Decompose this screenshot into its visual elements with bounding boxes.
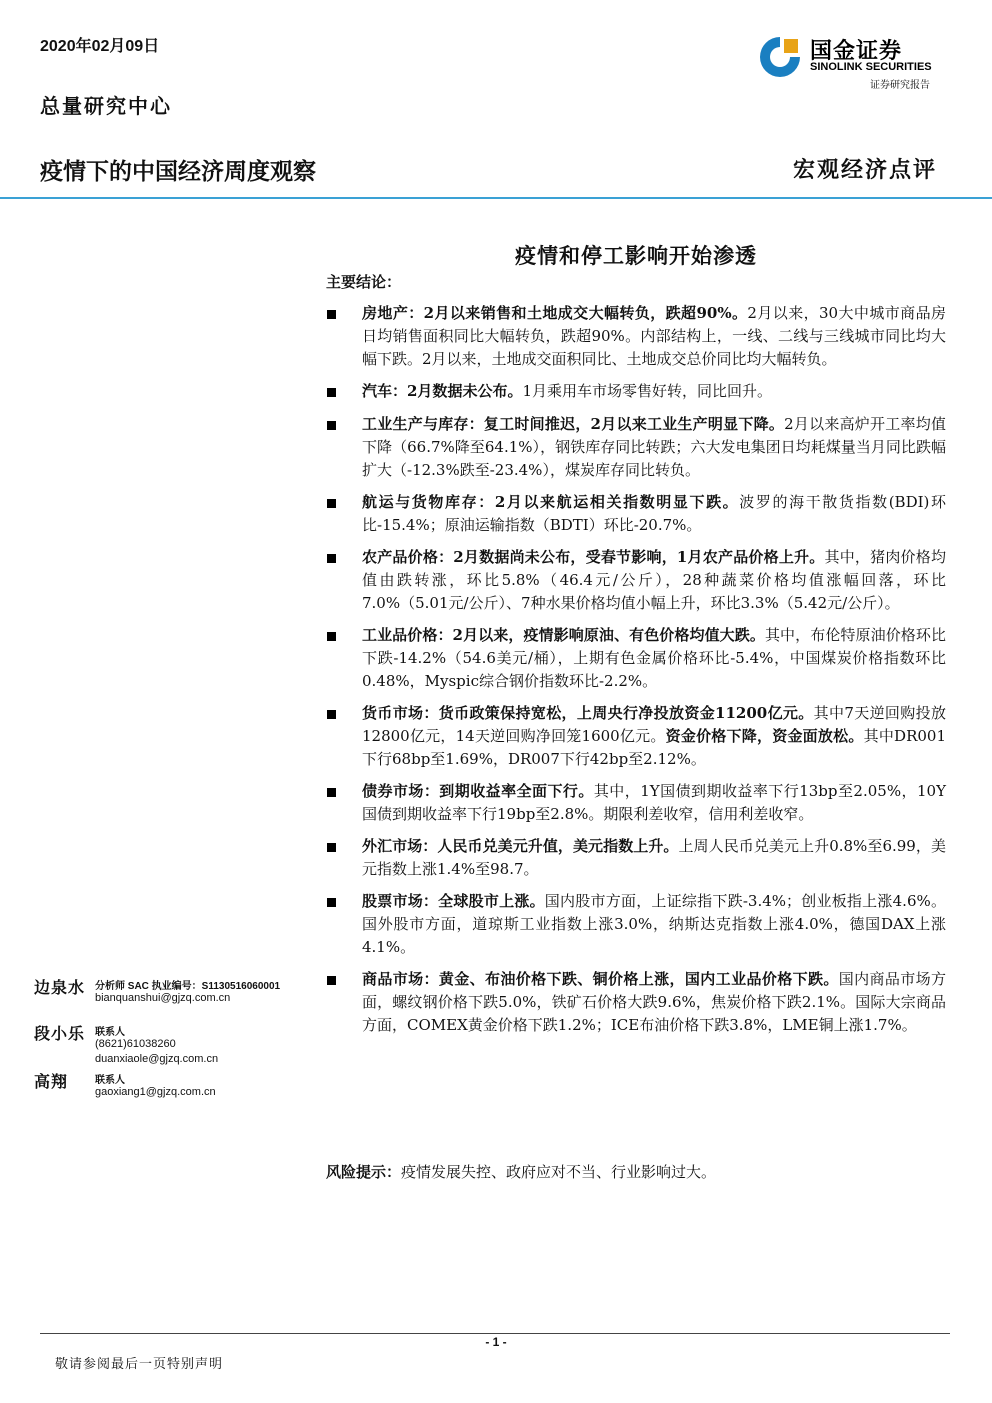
item-body: 1月乘用车市场零售好转，同比回升。 xyxy=(522,382,772,400)
conclusion-item-agriculture xyxy=(326,546,946,615)
item-lead: 外汇市场：人民币兑美元升值，美元指数上升。 xyxy=(362,837,679,855)
bullet-square-icon xyxy=(327,499,336,508)
item-body-2: 其中DR001下行68bp至1.69%，DR007下行42bp至2.12%。 xyxy=(362,727,946,768)
item-body: 国内商品市场方面，螺纹钢价格下跌5.0%，铁矿石价格大跌9.6%，焦炭价格下跌2.1%。国际大宗商品方面，COMEX黄金价格下跌1.2%；ICE布油价格下跌3.8%，LME铜上涨1.7%。 xyxy=(362,970,946,1034)
risk-text: 疫情发展失控、政府应对不当、行业影响过大。 xyxy=(401,1163,717,1181)
analyst-name: 高翔 xyxy=(34,1072,69,1091)
bullet-square-icon xyxy=(327,421,336,430)
bullet-square-icon xyxy=(327,976,336,985)
analyst-name: 段小乐 xyxy=(34,1024,86,1043)
item-lead: 房地产：2月以来销售和土地成交大幅转负，跌超90%。 xyxy=(362,304,748,322)
logo-subtitle: 证券研究报告 xyxy=(870,80,930,91)
conclusion-item-fx-market xyxy=(326,835,946,881)
item-lead: 工业品价格：2月以来，疫情影响原油、有色价格均值大跌。 xyxy=(362,626,765,644)
analyst-name: 边泉水 xyxy=(34,978,86,997)
item-lead-2: 资金价格下降，资金面放松。 xyxy=(665,727,864,745)
item-body: 国内股市方面，上证综指下跌-3.4%；创业板指上涨4.6%。国外股市方面，道琼斯工业指数上涨3.0%，纳斯达克指数上涨4.0%，德国DAX上涨4.1%。 xyxy=(362,892,946,956)
item-lead: 工业生产与库存：复工时间推迟，2月以来工业生产明显下降。 xyxy=(362,415,785,433)
item-lead: 货币市场：货币政策保持宽松，上周央行净投放资金11200亿元。 xyxy=(362,704,814,722)
analyst-role: 联系人 xyxy=(95,1075,125,1086)
item-body: 2月以来高炉开工率均值下降（66.7%降至64.1%），钢铁库存同比转跌；六大发电集团日均耗煤量当月同比跌幅扩大（-12.3%跌至-23.4%），煤炭库存同比转负。 xyxy=(362,415,946,479)
item-lead: 商品市场：黄金、布油价格下跌、铜价格上涨，国内工业品价格下跌。 xyxy=(362,970,839,988)
series-title: 疫情下的中国经济周度观察 xyxy=(40,158,316,184)
footer-divider xyxy=(40,1333,950,1334)
logo-name-cn: 国金证券 xyxy=(810,38,903,63)
sinolink-logo-icon xyxy=(757,34,803,80)
bullet-square-icon xyxy=(327,710,336,719)
risk-warning xyxy=(326,1161,946,1184)
item-lead: 债券市场：到期收益率全面下行。 xyxy=(362,782,594,800)
logo-name-en: SINOLINK SECURITIES xyxy=(810,61,932,73)
item-body: 2月以来，30大中城市商品房日均销售面积同比大幅转负，跌超90%。内部结构上，一线、二线与三线城市同比均大幅下跌。2月以来，土地成交面积同比、土地成交总价同比均大幅转负。 xyxy=(362,304,946,368)
risk-label: 风险提示： xyxy=(326,1163,402,1181)
bullet-square-icon xyxy=(327,632,336,641)
report-type: 宏观经济点评 xyxy=(792,157,937,183)
item-lead: 汽车：2月数据未公布。 xyxy=(362,382,523,400)
analyst-role: 联系人 xyxy=(95,1027,125,1038)
conclusion-item-industrial-prices xyxy=(326,624,946,693)
item-body: 上周人民币兑美元上升0.8%至6.99，美元指数上涨1.4%至98.7。 xyxy=(362,837,946,878)
conclusion-list xyxy=(326,302,946,1037)
page-number: - 1 - xyxy=(485,1335,507,1349)
analyst-card xyxy=(34,1069,304,1105)
analyst-phone: (8621)61038260 xyxy=(95,1038,176,1050)
item-lead: 股票市场：全球股市上涨。 xyxy=(362,892,545,910)
analyst-email: duanxiaole@gjzq.com.cn xyxy=(95,1053,219,1065)
conclusion-item-auto xyxy=(326,380,946,403)
item-body: 其中，猪肉价格均值由跌转涨，环比5.8%（46.4元/公斤），28种蔬菜价格均值涨幅回落，环比7.0%（5.01元/公斤）、7种水果价格均值小幅上升，环比3.3%（5.42元/公斤）。 xyxy=(362,548,946,612)
bullet-square-icon xyxy=(327,554,336,563)
item-body: 其中7天逆回购投放12800亿元，14天逆回购净回笼1600亿元。 xyxy=(362,704,946,745)
bullet-square-icon xyxy=(327,898,336,907)
item-body: 波罗的海干散货指数(BDI)环比-15.4%；原油运输指数（BDTI）环比-20.7%。 xyxy=(362,493,946,534)
analyst-email: gaoxiang1@gjzq.com.cn xyxy=(95,1086,216,1098)
conclusion-item-money-market xyxy=(326,702,946,771)
conclusion-item-stock-market xyxy=(326,890,946,959)
item-body: 其中，布伦特原油价格环比下跌-14.2%（54.6美元/桶），上期有色金属价格环比-5.4%，中国煤炭价格指数环比0.48%，Myspic综合钢价指数环比-2.2%。 xyxy=(362,626,946,690)
bullet-square-icon xyxy=(327,388,336,397)
conclusion-item-shipping xyxy=(326,491,946,537)
report-date: 2020年02月09日 xyxy=(40,38,160,55)
analyst-email: bianquanshui@gjzq.com.cn xyxy=(95,992,231,1004)
item-lead: 航运与货物库存：2月以来航运相关指数明显下跌。 xyxy=(362,493,740,511)
conclusion-item-industry xyxy=(326,413,946,482)
key-conclusions-label: 主要结论： xyxy=(326,273,402,291)
analyst-card xyxy=(34,975,304,1015)
bullet-square-icon xyxy=(327,788,336,797)
bullet-square-icon xyxy=(327,310,336,319)
analyst-card xyxy=(34,1021,304,1069)
research-center: 总量研究中心 xyxy=(40,94,172,118)
item-lead: 农产品价格：2月数据尚未公布，受春节影响，1月农产品价格上升。 xyxy=(362,548,825,566)
bullet-square-icon xyxy=(327,843,336,852)
conclusion-item-bond-market xyxy=(326,780,946,826)
item-body: 其中，1Y国债到期收益率下行13bp至2.05%，10Y国债到期收益率下行19bp至2.8%。期限利差收窄，信用利差收窄。 xyxy=(362,782,946,823)
conclusion-item-commodities xyxy=(326,968,946,1037)
analyst-role: 分析师 SAC 执业编号：S1130516060001 xyxy=(95,981,281,992)
disclaimer-note: 敬请参阅最后一页特别声明 xyxy=(55,1357,224,1372)
report-headline: 疫情和停工影响开始渗透 xyxy=(515,243,757,268)
header-divider xyxy=(0,197,992,199)
conclusion-item-real-estate xyxy=(326,302,946,371)
